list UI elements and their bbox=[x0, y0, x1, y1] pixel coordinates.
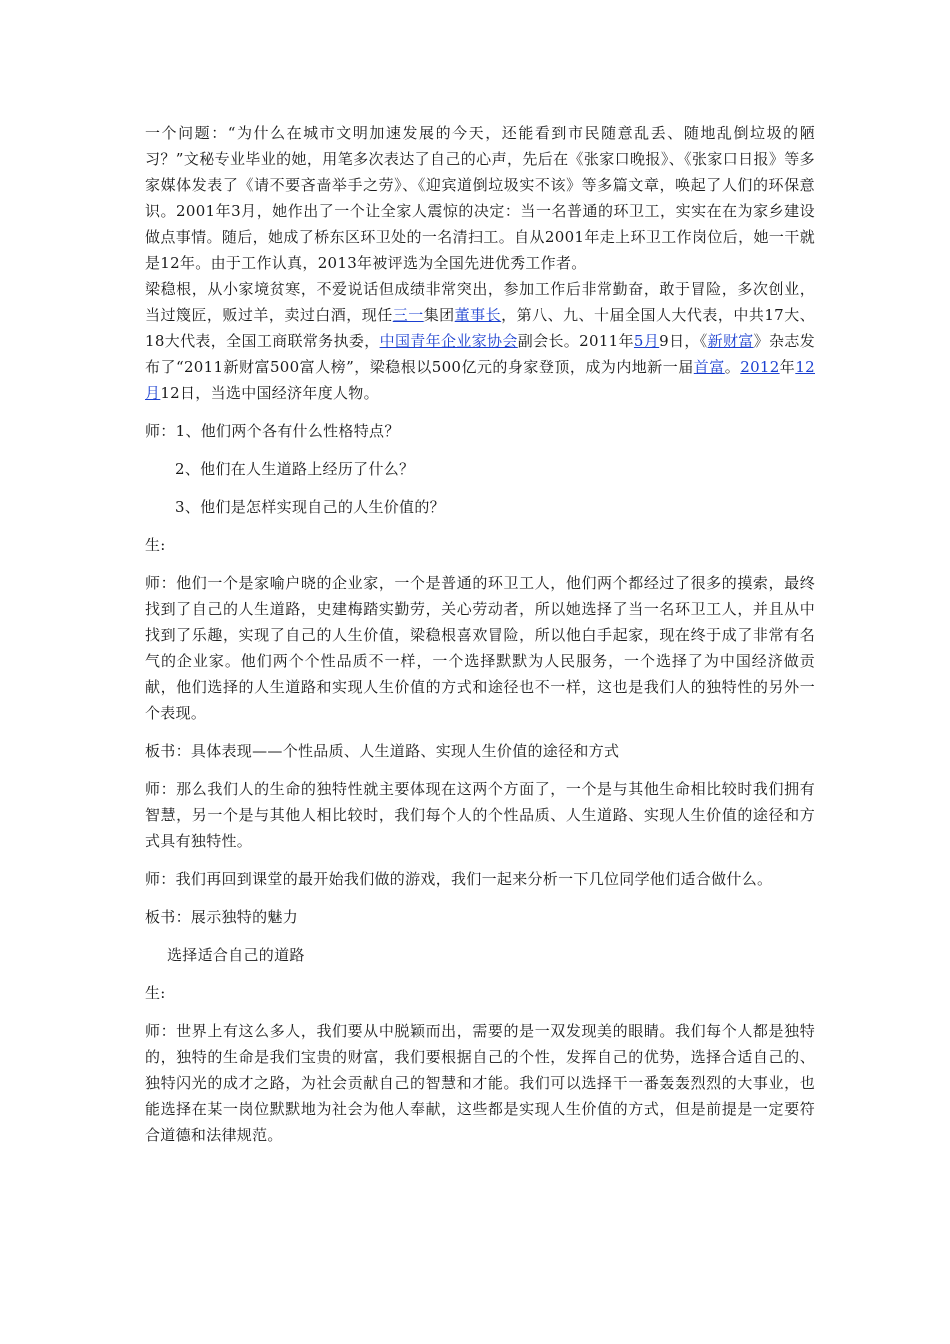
link-year-2012[interactable]: 2012 bbox=[740, 358, 780, 376]
blackboard-note-1: 板书：具体表现——个性品质、人生道路、实现人生价值的途径和方式 bbox=[145, 742, 620, 760]
blackboard-note-2: 板书：展示独特的魅力 bbox=[145, 908, 299, 926]
teacher-question-1: 师：1、他们两个各有什么性格特点？ bbox=[145, 422, 400, 440]
text-segment: 。 bbox=[724, 358, 741, 376]
teacher-question-2: 2、他们在人生道路上经历了什么？ bbox=[175, 460, 415, 478]
student-response-1: 生: bbox=[145, 536, 166, 554]
text-segment: 副会长。2011年 bbox=[517, 332, 634, 350]
text-segment: 9日，《 bbox=[659, 332, 708, 350]
link-chairman[interactable]: 董事长 bbox=[454, 306, 502, 324]
text-segment: ，第八、九、十届全国人大代表，中共17大、18大代表，全国工商联常务执委， bbox=[145, 306, 815, 350]
text-segment: 梁稳根，从小家境贫寒，不爱说话但成绩非常突出，参加工作后非常勤奋，敢于冒险，多次创业，当过篾匠，贩过羊，卖过白酒，现任 bbox=[145, 280, 815, 324]
text-segment: 集团 bbox=[423, 306, 455, 324]
link-new-fortune[interactable]: 新财富 bbox=[707, 332, 754, 350]
teacher-summary-2: 师：那么我们人的生命的独特性就主要体现在这两个方面了，一个是与其他生命相比较时我们拥有智慧，另一个是与其他人相比较时，我们每个人的个性品质、人生道路、实现人生价值的途径和方式具有独特性。 bbox=[145, 780, 815, 850]
teacher-summary-3: 师：我们再回到课堂的最开始我们做的游戏，我们一起来分析一下几位同学他们适合做什么。 bbox=[145, 870, 773, 888]
text-segment: 年 bbox=[779, 358, 796, 376]
text-segment: 》杂志发布了“2011新财富500富人榜”，梁稳根以500亿元的身家登顶，成为内地新一届 bbox=[145, 332, 816, 376]
link-may[interactable]: 5月 bbox=[633, 332, 660, 350]
blackboard-note-2-subline: 选择适合自己的道路 bbox=[167, 946, 305, 964]
teacher-question-3: 3、他们是怎样实现自己的人生价值的？ bbox=[175, 498, 445, 516]
link-youth-entrepreneurs-association[interactable]: 中国青年企业家协会 bbox=[379, 332, 518, 350]
link-sany[interactable]: 三一 bbox=[392, 306, 424, 324]
text-segment: 12日，当选中国经济年度人物。 bbox=[160, 384, 379, 402]
teacher-summary-4: 师：世界上有这么多人，我们要从中脱颖而出，需要的是一双发现美的眼睛。我们每个人都是独特的，独特的生命是我们宝贵的财富，我们要根据自己的个性，发挥自己的优势，选择合适自己的、独特闪光的成才之路，为社会贡献自己的智慧和才能。我们可以选择干一番轰轰烈烈的大事业，也能选择在某一岗位默默地为社会为他人奉献，这些都是实现人生价值的方式，但是前提是一定要符合道德和法律规范。 bbox=[145, 1022, 815, 1144]
paragraph-shi-jianmei: 一个问题：“为什么在城市文明加速发展的今天，还能看到市民随意乱丢、随地乱倒垃圾的陋习？”文秘专业毕业的她，用笔多次表达了自己的心声，先后在《张家口晚报》、《张家口日报》等多家媒体发表了《请不要吝啬举手之劳》、《迎宾道倒垃圾实不该》等多篇文章，唤起了人们的环保意识。2001年3月，她作出了一个让全家人震惊的决定：当一名普通的环卫工，实实在在为家乡建设做点事情。随后，她成了桥东区环卫处的一名清扫工。自从2001年走上环卫工作岗位后，她一干就是12年。由于工作认真，2013年被评选为全国先进优秀工作者。 bbox=[145, 124, 815, 272]
paragraph-liang-wengen bbox=[145, 276, 815, 406]
document-body bbox=[145, 120, 815, 1148]
student-response-2: 生: bbox=[145, 984, 166, 1002]
link-richest[interactable]: 首富 bbox=[693, 358, 725, 376]
link-december[interactable]: 12月 bbox=[145, 358, 815, 402]
teacher-summary-1: 师：他们一个是家喻户晓的企业家，一个是普通的环卫工人，他们两个都经过了很多的摸索，最终找到了自己的人生道路，史建梅踏实勤劳，关心劳动者，所以她选择了当一名环卫工人，并且从中找到了乐趣，实现了自己的人生价值，梁稳根喜欢冒险，所以他白手起家，现在终于成了非常有名气的企业家。他们两个个性品质不一样，一个选择默默为人民服务，一个选择了为中国经济做贡献，他们选择的人生道路和实现人生价值的方式和途径也不一样，这也是我们人的独特性的另外一个表现。 bbox=[145, 574, 815, 722]
